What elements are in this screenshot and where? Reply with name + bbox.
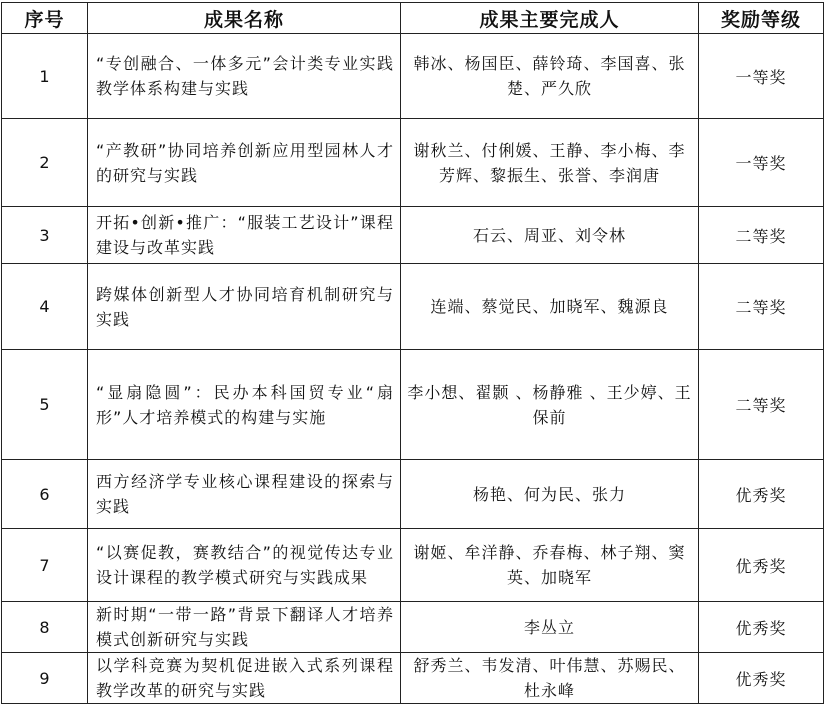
table-row: [2, 602, 824, 653]
row-name: 开拓•创新•推广：“服装工艺设计”课程建设与改革实践: [88, 207, 401, 264]
header-level: 奖励等级: [699, 3, 824, 34]
row-level: 一等奖: [699, 119, 824, 207]
row-level: 一等奖: [699, 34, 824, 119]
row-people: 连端、蔡觉民、加晓军、魏源良: [401, 264, 699, 350]
row-name: “产教研”协同培养创新应用型园林人才的研究与实践: [88, 119, 401, 207]
table-row: [2, 350, 824, 460]
table-row: [2, 460, 824, 529]
header-people: 成果主要完成人: [401, 3, 699, 34]
table-row: [2, 529, 824, 602]
row-level: 优秀奖: [699, 653, 824, 704]
row-people: 李小想、翟颢 、杨静雅 、王少婷、王保前: [401, 350, 699, 460]
row-people: 李丛立: [401, 602, 699, 653]
row-index: 8: [2, 602, 88, 653]
header-name: 成果名称: [88, 3, 401, 34]
row-level: 二等奖: [699, 350, 824, 460]
row-index: 2: [2, 119, 88, 207]
table-row: [2, 207, 824, 264]
row-level: 二等奖: [699, 264, 824, 350]
header-index: 序号: [2, 3, 88, 34]
row-level: 优秀奖: [699, 529, 824, 602]
row-index: 4: [2, 264, 88, 350]
row-index: 9: [2, 653, 88, 704]
row-people: 谢姬、牟洋静、乔春梅、林子翔、窦英、加晓军: [401, 529, 699, 602]
row-name: 西方经济学专业核心课程建设的探索与实践: [88, 460, 401, 529]
row-name: 以学科竞赛为契机促进嵌入式系列课程教学改革的研究与实践: [88, 653, 401, 704]
row-index: 6: [2, 460, 88, 529]
row-people: 韩冰、杨国臣、薛铃琦、李国喜、张楚、严久欣: [401, 34, 699, 119]
row-index: 3: [2, 207, 88, 264]
row-people: 谢秋兰、付俐媛、王静、李小梅、李芳辉、黎振生、张誉、李润唐: [401, 119, 699, 207]
table-row: [2, 119, 824, 207]
table-row: [2, 653, 824, 704]
row-index: 7: [2, 529, 88, 602]
table-row: [2, 264, 824, 350]
row-name: 新时期“一带一路”背景下翻译人才培养模式创新研究与实践: [88, 602, 401, 653]
row-index: 1: [2, 34, 88, 119]
row-name: “以赛促教，赛教结合”的视觉传达专业设计课程的教学模式研究与实践成果: [88, 529, 401, 602]
row-people: 杨艳、何为民、张力: [401, 460, 699, 529]
awards-table: [1, 2, 824, 704]
row-level: 优秀奖: [699, 460, 824, 529]
row-people: 舒秀兰、韦发清、叶伟慧、苏赐民、杜永峰: [401, 653, 699, 704]
row-index: 5: [2, 350, 88, 460]
header-row: [2, 3, 824, 34]
row-name: “专创融合、一体多元”会计类专业实践教学体系构建与实践: [88, 34, 401, 119]
row-name: 跨媒体创新型人才协同培育机制研究与实践: [88, 264, 401, 350]
row-level: 二等奖: [699, 207, 824, 264]
row-level: 优秀奖: [699, 602, 824, 653]
row-name: “显扇隐圆”：民办本科国贸专业“扇形”人才培养模式的构建与实施: [88, 350, 401, 460]
table-row: [2, 34, 824, 119]
row-people: 石云、周亚、刘令林: [401, 207, 699, 264]
